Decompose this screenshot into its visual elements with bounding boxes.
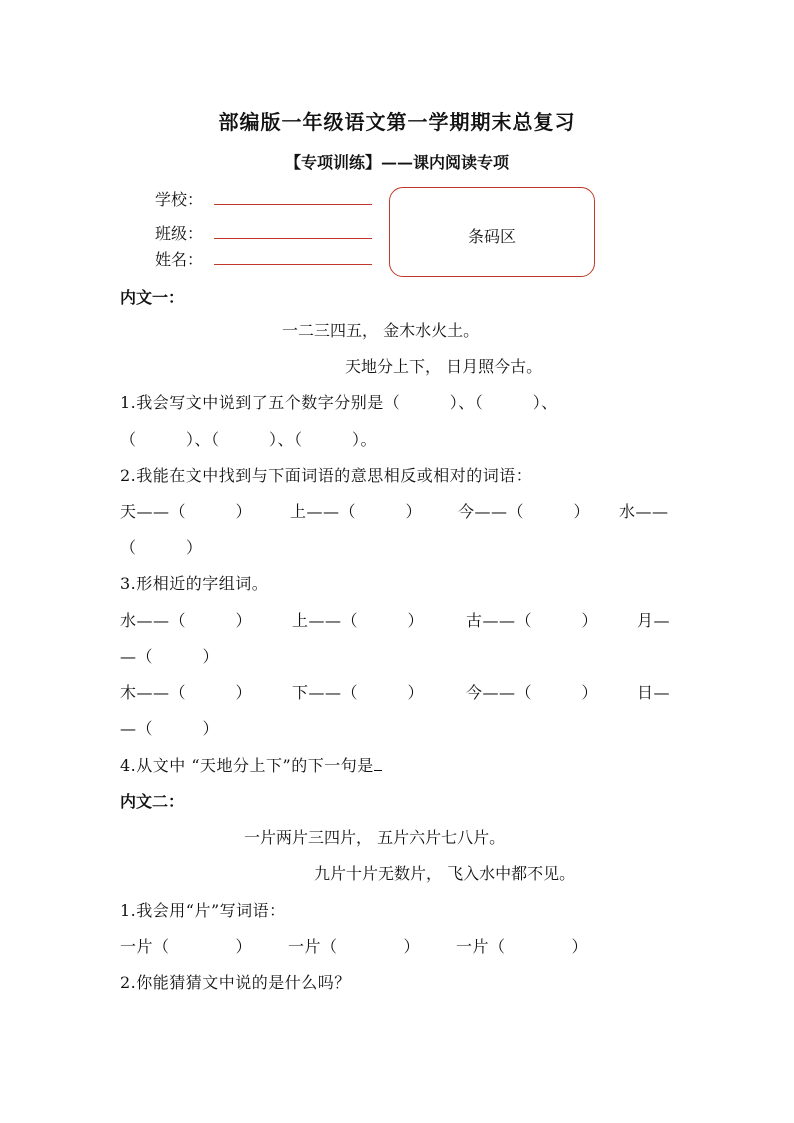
passage2-poem-line1: 一片两片三四片， 五片六片七八片。 bbox=[244, 828, 506, 847]
p1-q3-row1-item: 月— bbox=[637, 611, 671, 630]
p2-q1-item: 一片（ ） bbox=[288, 937, 421, 956]
class-field-line[interactable] bbox=[214, 238, 372, 239]
p2-question2: 2.你能猜猜文中说的是什么吗？ bbox=[120, 973, 351, 992]
p1-question3: 3.形相近的字组词。 bbox=[120, 574, 269, 593]
p1-q2-wrap: （ ） bbox=[120, 538, 203, 557]
passage1-poem-line2: 天地分上下， 日月照今古。 bbox=[345, 357, 543, 376]
p2-q1-item: 一片（ ） bbox=[120, 937, 253, 956]
p1-q2-item: 今——（ ） bbox=[458, 502, 591, 521]
p1-q3-row1-item: 水——（ ） bbox=[120, 611, 253, 630]
p1-q2-item: 天——（ ） bbox=[120, 502, 253, 521]
p1-q3-row1-item: 古——（ ） bbox=[466, 611, 599, 630]
page-title: 部编版一年级语文第一学期期末总复习 bbox=[218, 110, 576, 134]
p2-question1: 1.我会用“片”写词语： bbox=[120, 901, 286, 920]
p1-q3-row2-item: 木——（ ） bbox=[120, 683, 253, 702]
barcode-label: 条码区 bbox=[467, 227, 516, 246]
p1-question2: 2.我能在文中找到与下面词语的意思相反或相对的词语： bbox=[120, 466, 533, 485]
p1-question1-line2: （ ）、（ ）、（ ）。 bbox=[120, 430, 378, 449]
name-label: 姓名： bbox=[155, 250, 204, 269]
p1-q3-row1-wrap: —（ ） bbox=[120, 647, 220, 666]
p1-q2-item: 水—— bbox=[619, 502, 669, 521]
p1-q2-item: 上——（ ） bbox=[290, 502, 423, 521]
name-field-line[interactable] bbox=[214, 264, 372, 265]
p1-question4 bbox=[120, 753, 382, 776]
p1-q3-row1-item: 上——（ ） bbox=[292, 611, 425, 630]
passage1-poem-line1: 一二三四五， 金木水火土。 bbox=[282, 321, 480, 340]
barcode-area bbox=[389, 187, 595, 277]
page-subtitle: 【专项训练】——课内阅读专项 bbox=[284, 153, 509, 172]
passage2-heading: 内文二： bbox=[120, 792, 185, 811]
p1-q3-row2-item: 日— bbox=[637, 683, 671, 702]
class-label: 班级： bbox=[155, 224, 204, 243]
school-field-line[interactable] bbox=[214, 204, 372, 205]
passage1-heading: 内文一： bbox=[120, 288, 185, 307]
passage2-poem-line2: 九片十片无数片， 飞入水中都不见。 bbox=[314, 864, 576, 883]
p1-question1-line1: 1.我会写文中说到了五个数字分别是（ ）、（ ）、 bbox=[120, 393, 558, 412]
p2-q1-item: 一片（ ） bbox=[456, 937, 589, 956]
p1-q3-row2-wrap: —（ ） bbox=[120, 719, 220, 738]
p1-q3-row2-item: 今——（ ） bbox=[466, 683, 599, 702]
p1-q3-row2-item: 下——（ ） bbox=[292, 683, 425, 702]
answer-blank[interactable] bbox=[374, 756, 382, 771]
p1-question4-text: 4.从文中 “天地分上下”的下一句是 bbox=[120, 756, 374, 775]
school-label: 学校： bbox=[155, 190, 204, 209]
